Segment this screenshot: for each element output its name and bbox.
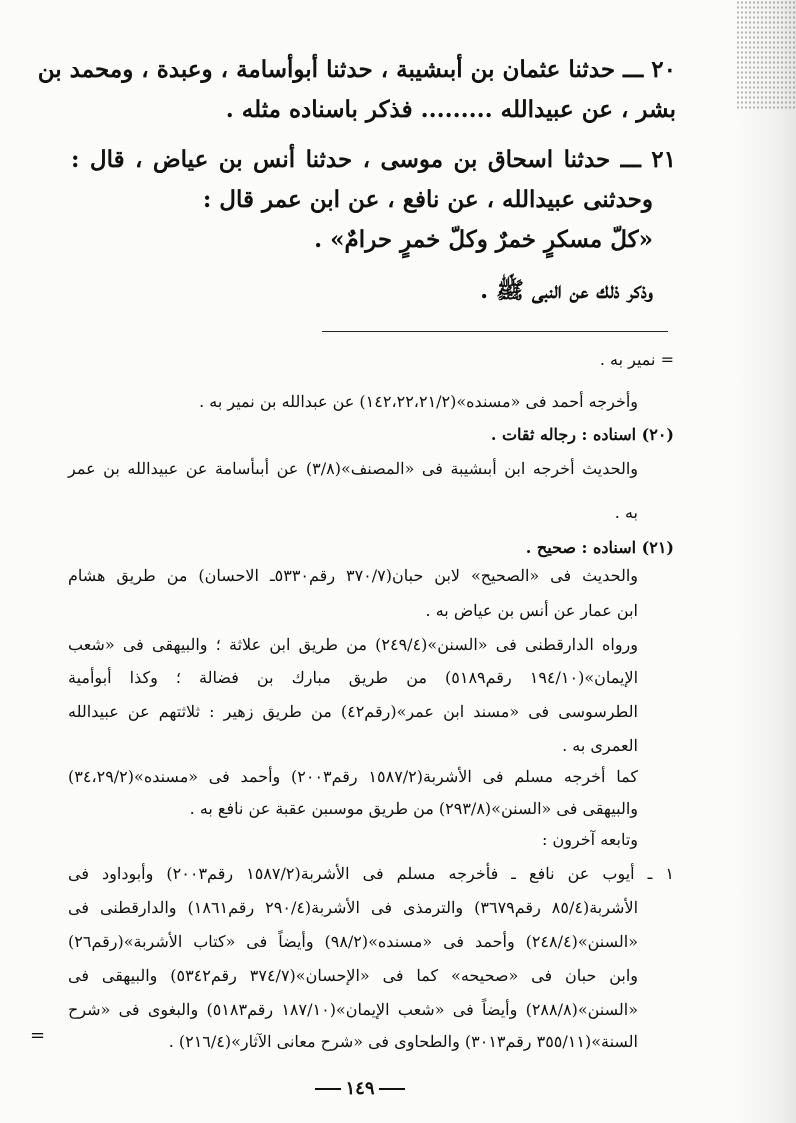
hadith-21-quote: «كلّ مسكرٍ خمرٌ وكلّ خمرٍ حرامٌ» . [314, 226, 653, 253]
footnote-21-line: ابن عمار عن أنس بن عياض به . [425, 601, 638, 620]
footnote-21-line: العمرى به . [562, 736, 638, 755]
hadith-21-line-2: وحدثنى عبيدالله ، عن نافع ، عن ابن عمر قال : [202, 186, 653, 213]
footnote-continuation-line-1: = نمير به . [599, 350, 674, 369]
page-number [300, 1078, 420, 1099]
footnote-20-line-2: به . [614, 503, 638, 522]
footnote-21-line: «السنن»(٢٤٨/٤) وأحمد فى «مسنده»(٩٨/٢) وأيضاً فى «كتاب الأشربة»(رقم٢٦) [68, 932, 638, 951]
footnote-21-line: الطرسوسى فى «مسند ابن عمر»(رقم٤٢) من طريق زهير : ثلاثتهم عن عبيدالله [68, 702, 638, 721]
footnote-continuation-line-2: وأخرجه أحمد فى «مسنده»(١٤٢،٢٢،٢١/٢) عن عبدالله بن نمير به . [199, 392, 638, 411]
folio-dash-left [315, 1088, 341, 1090]
footnote-20-heading: (٢٠) اسناده : رجاله ثقات . [490, 425, 674, 444]
hadith-20-line-2: بشر ، عن عبيدالله ......... فذكر باسناده مثله . [225, 96, 676, 123]
footnote-21-line: السنة»(٣٥٥/١١ رقم٣٠١٣) والطحاوى فى «شرح معانى الآثار»(٢١٦/٤) . [168, 1032, 638, 1051]
page-edge-speckle [736, 0, 796, 110]
footnote-21-line: الإيمان»(١٩٤/١٠ رقم٥١٨٩) من طريق مبارك بن فضالة ؛ وكذا أبوأمية [68, 668, 639, 687]
footnote-21-line: «السنن»(٢٨٨/٨) وأيضاً فى «شعب الإيمان»(١٨٧/١٠ رقم٥١٨٣) والبغوى فى «شرح [68, 1000, 638, 1019]
page-number-value: ١٤٩ [345, 1078, 375, 1099]
hadith-21-line-4: وذكر ذلك عن النبى ﷺ . [480, 277, 653, 304]
footnote-21-line: والبيهقى فى «السنن»(٢٩٣/٨) من طريق موسىبن عقبة عن نافع به . [189, 799, 638, 818]
footnote-21-line: كما أخرجه مسلم فى الأشربة(١٥٨٧/٢ رقم٢٠٠٣) وأحمد فى «مسنده»(٣٤،٢٩/٢) [68, 767, 638, 786]
footnote-separator [322, 331, 668, 332]
footnote-21-line: وتابعه آخرون : [541, 830, 638, 849]
footnote-21-line: ١ ـ أيوب عن نافع ـ فأخرجه مسلم فى الأشربة(١٥٨٧/٢ رقم٢٠٠٣) وأبوداود فى [68, 864, 675, 883]
footnote-21-line: الأشربة(٨٥/٤ رقم٣٦٧٩) والترمذى فى الأشربة(٢٩٠/٤ رقم١٨٦١) والدارقطنى فى [68, 898, 639, 917]
folio-dash-right [379, 1088, 405, 1090]
margin-continuation-mark: = [30, 1025, 46, 1046]
footnote-20-line-1: والحديث أخرجه ابن أبىشيبة فى «المصنف»(٣/٨) عن أبىأسامة عن عبيدالله بن عمر [68, 459, 639, 478]
hadith-21-line-1: ٢١ ـــ حدثنا اسحاق بن موسى ، حدثنا أنس بن عياض ، قال : [71, 146, 676, 173]
page-edge-shadow [734, 0, 796, 1123]
hadith-20-line-1: ٢٠ ـــ حدثنا عثمان بن أبىشيبة ، حدثنا أبوأسامة ، وعبدة ، ومحمد بن [37, 56, 676, 83]
footnote-21-line: والحديث فى «الصحيح» لابن حبان(٣٧٠/٧ رقم٥٣٣٠ـ الاحسان) من طريق هشام [68, 566, 639, 585]
footnote-21-heading: (٢١) اسناده : صحيح . [525, 538, 674, 557]
footnote-21-line: وابن حبان فى «صحيحه» كما فى «الإحسان»(٣٧٤/٧ رقم٥٣٤٢) والبيهقى فى [68, 966, 639, 985]
footnote-21-line: ورواه الدارقطنى فى «السنن»(٢٤٩/٤) من طريق ابن علاثة ؛ والبيهقى فى «شعب [68, 635, 639, 654]
